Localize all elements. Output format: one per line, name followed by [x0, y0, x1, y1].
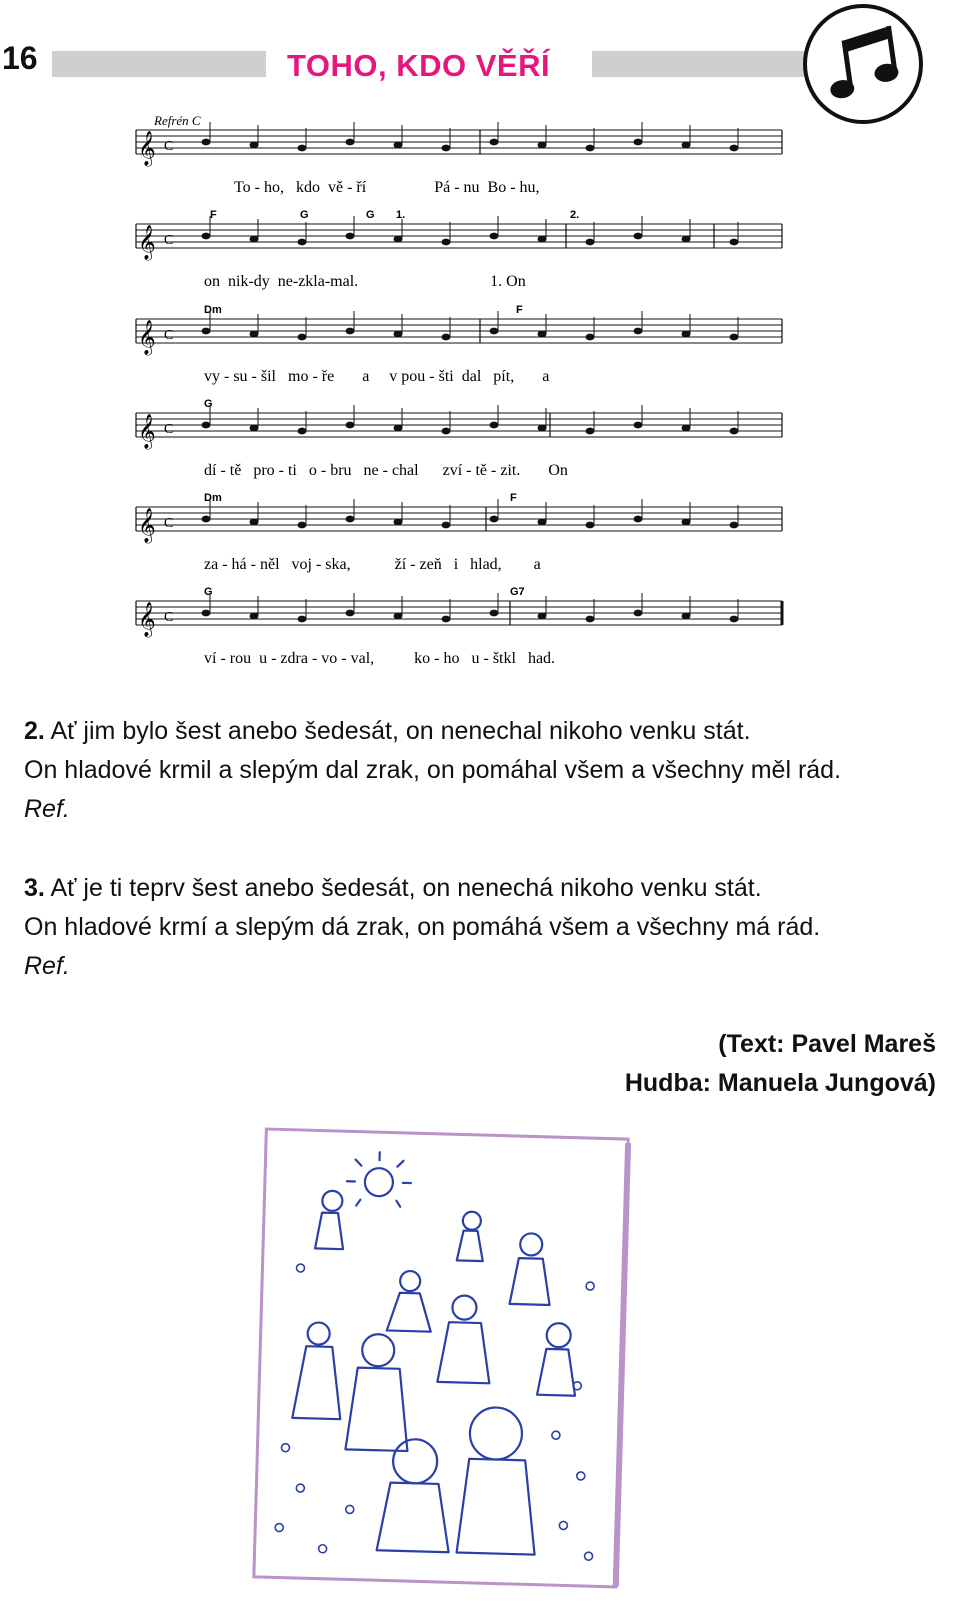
time-signature: C [164, 422, 174, 437]
note-head [682, 142, 691, 149]
refrain-label: Refrén C [154, 113, 201, 128]
note-head [202, 516, 211, 523]
note-head [250, 613, 259, 620]
note-head [202, 422, 211, 429]
verse-3-text-1: Ať je ti teprv šest anebo šedesát, on nenechá nikoho venku stát. [50, 874, 762, 902]
time-signature: C [164, 139, 174, 154]
header-bar-right [592, 51, 804, 77]
note-head [490, 610, 499, 617]
note-head [346, 328, 355, 335]
chord-symbol: G [204, 398, 213, 410]
note-head [586, 428, 595, 435]
lyrics-line-5: za - há - něl voj - ska, ží - zeň i hlad, a [204, 556, 541, 573]
note-head [682, 425, 691, 432]
note-head [394, 331, 403, 338]
note-head [394, 142, 403, 149]
note-head [730, 522, 739, 529]
page-number: 16 [2, 40, 38, 76]
note-head [538, 425, 547, 432]
lyrics-line-1: To - ho, kdo vě - ří Pá - nu Bo - hu, [234, 179, 540, 196]
treble-clef-icon: 𝄞 [138, 320, 156, 355]
header-bar-left [52, 51, 266, 77]
time-signature: C [164, 328, 174, 343]
note-head [682, 331, 691, 338]
note-head [250, 425, 259, 432]
staff-system-6 [136, 586, 782, 638]
lyrics-line-4: dí - tě pro - ti o - bru ne - chal zví - tě - zit. On [204, 462, 568, 479]
note-head [730, 334, 739, 341]
note-head [298, 334, 307, 341]
verse-3-number: 3. [24, 874, 45, 902]
chord-symbol: F [510, 492, 517, 504]
song-title: TOHO, KDO VĚŘÍ [287, 48, 551, 83]
chord-symbol: G7 [510, 586, 525, 598]
note-head [730, 239, 739, 246]
chord-symbol: F [210, 209, 217, 221]
note-head [298, 522, 307, 529]
note-head [298, 239, 307, 246]
treble-clef-icon: 𝄞 [138, 225, 156, 260]
note-head [346, 516, 355, 523]
note-head [298, 616, 307, 623]
verse-3-line-2: On hladové krmí a slepým dá zrak, on pomáhá všem a všechny má rád. [24, 913, 821, 941]
verse-2-number: 2. [24, 717, 45, 745]
staff-system-2 [136, 209, 782, 261]
verse-2-ref: Ref. [24, 795, 70, 823]
note-head [682, 613, 691, 620]
chord-symbol: 1. [396, 209, 406, 221]
note-head [634, 610, 643, 617]
note-head [586, 334, 595, 341]
note-head [490, 422, 499, 429]
note-head [298, 145, 307, 152]
credits-music: Hudba: Manuela Jungová) [624, 1069, 936, 1097]
note-head [346, 422, 355, 429]
note-head [442, 145, 451, 152]
note-head [634, 328, 643, 335]
verse-2-text-1: Ať jim bylo šest anebo šedesát, on nenechal nikoho venku stát. [50, 717, 751, 745]
verse-2-line-1 [24, 712, 841, 751]
credits [625, 1025, 936, 1103]
note-head [490, 233, 499, 240]
note-head [730, 428, 739, 435]
note-head [586, 522, 595, 529]
staff-system-3 [136, 304, 782, 356]
note-head [394, 236, 403, 243]
note-head [730, 145, 739, 152]
music-note-badge [803, 4, 923, 124]
note-head [586, 145, 595, 152]
note-head [586, 616, 595, 623]
note-head [538, 236, 547, 243]
music-score [130, 108, 790, 678]
note-head [634, 139, 643, 146]
treble-clef-icon: 𝄞 [138, 602, 156, 637]
note-head [442, 239, 451, 246]
note-head [442, 334, 451, 341]
note-head [634, 422, 643, 429]
note-head [250, 519, 259, 526]
note-head [538, 331, 547, 338]
credits-text: (Text: Pavel Mareš [718, 1030, 936, 1058]
note-head [250, 142, 259, 149]
note-head [730, 616, 739, 623]
note-head [490, 328, 499, 335]
note-head [682, 236, 691, 243]
note-head [634, 233, 643, 240]
chord-symbol: Dm [204, 492, 222, 504]
treble-clef-icon: 𝄞 [138, 131, 156, 166]
time-signature: C [164, 233, 174, 248]
note-head [586, 239, 595, 246]
note-head [250, 331, 259, 338]
note-head [490, 139, 499, 146]
staff-system-5 [136, 492, 782, 544]
note-head [442, 616, 451, 623]
note-head [346, 139, 355, 146]
note-head [442, 428, 451, 435]
verse-3-line-1 [24, 869, 820, 908]
verse-3 [24, 869, 820, 986]
note-head [634, 516, 643, 523]
lyrics-line-6: ví - rou u - zdra - vo - val, ko - ho u - štkl had. [204, 650, 556, 667]
note-head [202, 139, 211, 146]
time-signature: C [164, 516, 174, 531]
lyrics-line-3: vy - su - šil mo - ře a v pou - šti dal pít, a [204, 368, 550, 385]
note-head [442, 522, 451, 529]
note-head [538, 519, 547, 526]
lyrics-line-2: on nik-dy ne-zkla-mal. 1. On [204, 273, 526, 290]
illustration [252, 1127, 633, 1591]
chord-symbol: F [516, 304, 523, 316]
verse-2-line-2: On hladové krmil a slepým dal zrak, on pomáhal všem a všechny měl rád. [24, 756, 842, 784]
chord-symbol: G [300, 209, 309, 221]
chord-symbol: G [366, 209, 375, 221]
note-head [538, 142, 547, 149]
treble-clef-icon: 𝄞 [138, 508, 156, 543]
chord-symbol: G [204, 586, 213, 598]
staff-system-4 [136, 398, 782, 450]
chord-symbol: Dm [204, 304, 222, 316]
staff-system-1 [136, 122, 782, 167]
note-head [682, 519, 691, 526]
note-head [202, 328, 211, 335]
note-head [202, 233, 211, 240]
note-head [298, 428, 307, 435]
treble-clef-icon: 𝄞 [138, 414, 156, 449]
time-signature: C [164, 610, 174, 625]
note-head [346, 610, 355, 617]
note-head [490, 516, 499, 523]
music-note-icon [807, 8, 919, 120]
chord-symbol: 2. [570, 209, 580, 221]
verse-3-ref: Ref. [24, 952, 70, 980]
note-head [538, 613, 547, 620]
note-head [346, 233, 355, 240]
note-head [250, 236, 259, 243]
verse-2 [24, 712, 841, 829]
note-head [394, 613, 403, 620]
note-head [394, 519, 403, 526]
note-head [202, 610, 211, 617]
note-head [394, 425, 403, 432]
